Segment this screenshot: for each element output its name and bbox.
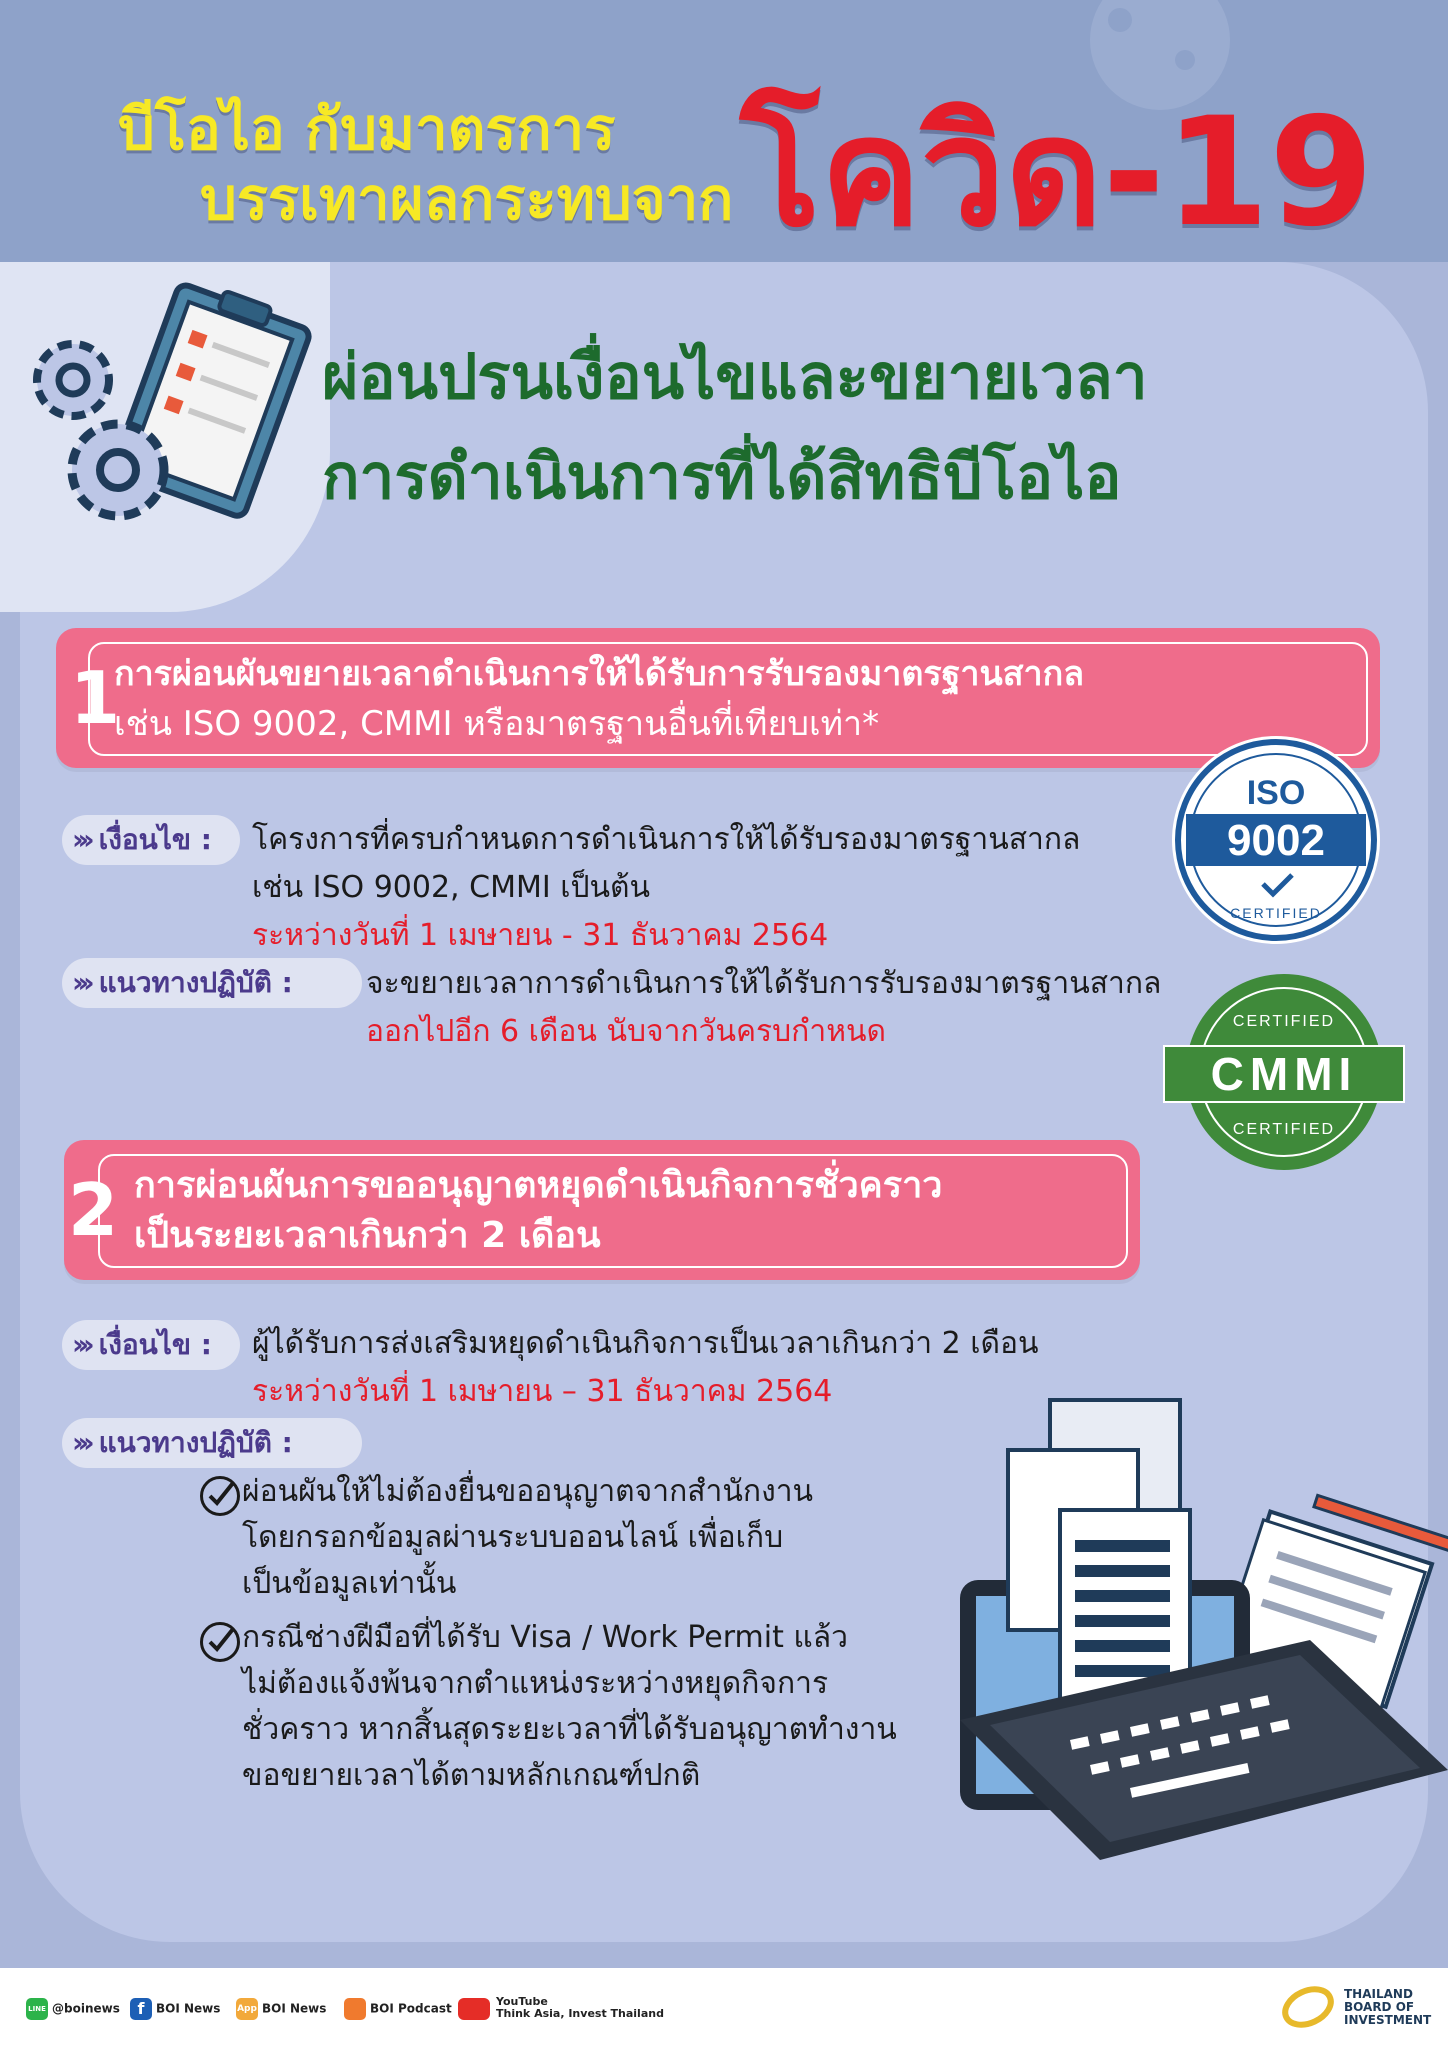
section2-number: 2 xyxy=(68,1168,119,1252)
section2-condition-label: ››› เงื่อนไข : xyxy=(72,1328,212,1361)
cmmi-badge-bottom-text: CERTIFIED xyxy=(1232,1121,1336,1138)
footer-podcast-item[interactable]: BOI Podcast xyxy=(344,1998,452,2020)
section1-practice-line1: จะขยายเวลาการดำเนินการให้ได้รับการรับรองมาตรฐานสากล xyxy=(366,966,1162,1001)
section2-header-box xyxy=(64,1140,1140,1280)
header-title-line1: บีโอไอ กับมาตรการ xyxy=(118,95,616,163)
bullet2-line3: ชั่วคราว หากสิ้นสุดระยะเวลาที่ได้รับอนุญาตทำงาน xyxy=(242,1712,897,1747)
cmmi-badge-icon xyxy=(1162,970,1406,1174)
section1-title: การผ่อนผันขยายเวลาดำเนินการให้ได้รับการรับรองมาตรฐานสากล xyxy=(114,654,1085,694)
footer-app-item[interactable]: App BOI News xyxy=(236,1998,326,2020)
bullet1-line2: โดยกรอกข้อมูลผ่านระบบออนไลน์ เพื่อเก็บ xyxy=(242,1520,784,1555)
check-circle-icon xyxy=(200,1622,240,1662)
iso-badge-number-text: 9002 xyxy=(1227,816,1325,865)
clipboard-gears-icon xyxy=(18,280,318,540)
header-title-line2: บรรเทาผลกระทบจาก xyxy=(200,165,734,233)
iso-9002-badge-icon xyxy=(1168,732,1384,948)
iso-badge-bottom-text: CERTIFIED xyxy=(1230,905,1322,921)
check-circle-icon xyxy=(200,1476,240,1516)
chevrons-icon: ››› xyxy=(72,1328,89,1361)
boi-logo-line3: INVESTMENT xyxy=(1344,2013,1432,2027)
footer-line-item[interactable]: LINE @boinews xyxy=(26,1998,120,2020)
section1-number: 1 xyxy=(70,656,121,740)
boi-logo-line1: THAILAND xyxy=(1344,1987,1413,2001)
bullet1-line1: ผ่อนผันให้ไม่ต้องยื่นขออนุญาตจากสำนักงาน xyxy=(242,1474,814,1509)
chevrons-icon: ››› xyxy=(72,823,89,856)
iso-badge-top-text: ISO xyxy=(1246,774,1306,812)
section2-condition-date: ระหว่างวันที่ 1 เมษายน – 31 ธันวาคม 2564 xyxy=(252,1374,833,1409)
header-title-covid: โควิด-19 xyxy=(740,86,1374,260)
section2-title-line2: เป็นระยะเวลาเกินกว่า 2 เดือน xyxy=(134,1215,601,1256)
section2-title-line1: การผ่อนผันการขออนุญาตหยุดดำเนินกิจการชั่วคราว xyxy=(134,1165,943,1206)
section2-condition-line1: ผู้ได้รับการส่งเสริมหยุดดำเนินกิจการเป็นเวลาเกินกว่า 2 เดือน xyxy=(252,1326,1039,1361)
section2-practice-label: ››› แนวทางปฏิบัติ : xyxy=(72,1426,293,1459)
chevrons-icon: ››› xyxy=(72,1426,89,1459)
section1-condition-line2: เช่น ISO 9002, CMMI เป็นต้น xyxy=(252,870,651,905)
section1-practice-label: ››› แนวทางปฏิบัติ : xyxy=(72,966,293,999)
cmmi-badge-top-text: CERTIFIED xyxy=(1232,1013,1336,1030)
bullet1-line3: เป็นข้อมูลเท่านั้น xyxy=(242,1566,457,1601)
subtitle-line2: การดำเนินการที่ได้สิทธิบีโอไอ xyxy=(322,440,1122,513)
section1-condition-line1: โครงการที่ครบกำหนดการดำเนินการให้ได้รับรองมาตรฐานสากล xyxy=(252,822,1081,857)
subtitle-line1: ผ่อนปรนเงื่อนไขและขยายเวลา xyxy=(322,340,1148,413)
bullet2-line4: ขอขยายเวลาได้ตามหลักเกณฑ์ปกติ xyxy=(242,1758,701,1793)
cmmi-badge-main-text: CMMI xyxy=(1210,1048,1358,1100)
section1-condition-date: ระหว่างวันที่ 1 เมษายน - 31 ธันวาคม 2564 xyxy=(252,918,829,953)
podcast-icon xyxy=(344,1998,366,2020)
boi-logo-line2: BOARD OF xyxy=(1344,2000,1415,2014)
section1-practice-line2: ออกไปอีก 6 เดือน นับจากวันครบกำหนด xyxy=(366,1014,886,1049)
bullet2-line1: กรณีช่างฝีมือที่ได้รับ Visa / Work Permit แล้ว xyxy=(242,1620,848,1655)
bullet2-line2: ไม่ต้องแจ้งพ้นจากตำแหน่งระหว่างหยุดกิจการ xyxy=(242,1666,829,1701)
line-icon: LINE xyxy=(26,1998,48,2020)
app-icon: App xyxy=(236,1998,258,2020)
chevrons-icon: ››› xyxy=(72,966,89,999)
facebook-icon: f xyxy=(130,1998,152,2020)
laptop-documents-icon xyxy=(950,1390,1448,1870)
footer-facebook-item[interactable]: f BOI News xyxy=(130,1998,220,2020)
section1-title-line2: เช่น ISO 9002, CMMI หรือมาตรฐานอื่นที่เทียบเท่า* xyxy=(114,704,880,744)
boi-logo-icon xyxy=(1280,1982,1336,2032)
youtube-icon xyxy=(458,1998,490,2020)
section1-condition-label: ››› เงื่อนไข : xyxy=(72,823,212,856)
